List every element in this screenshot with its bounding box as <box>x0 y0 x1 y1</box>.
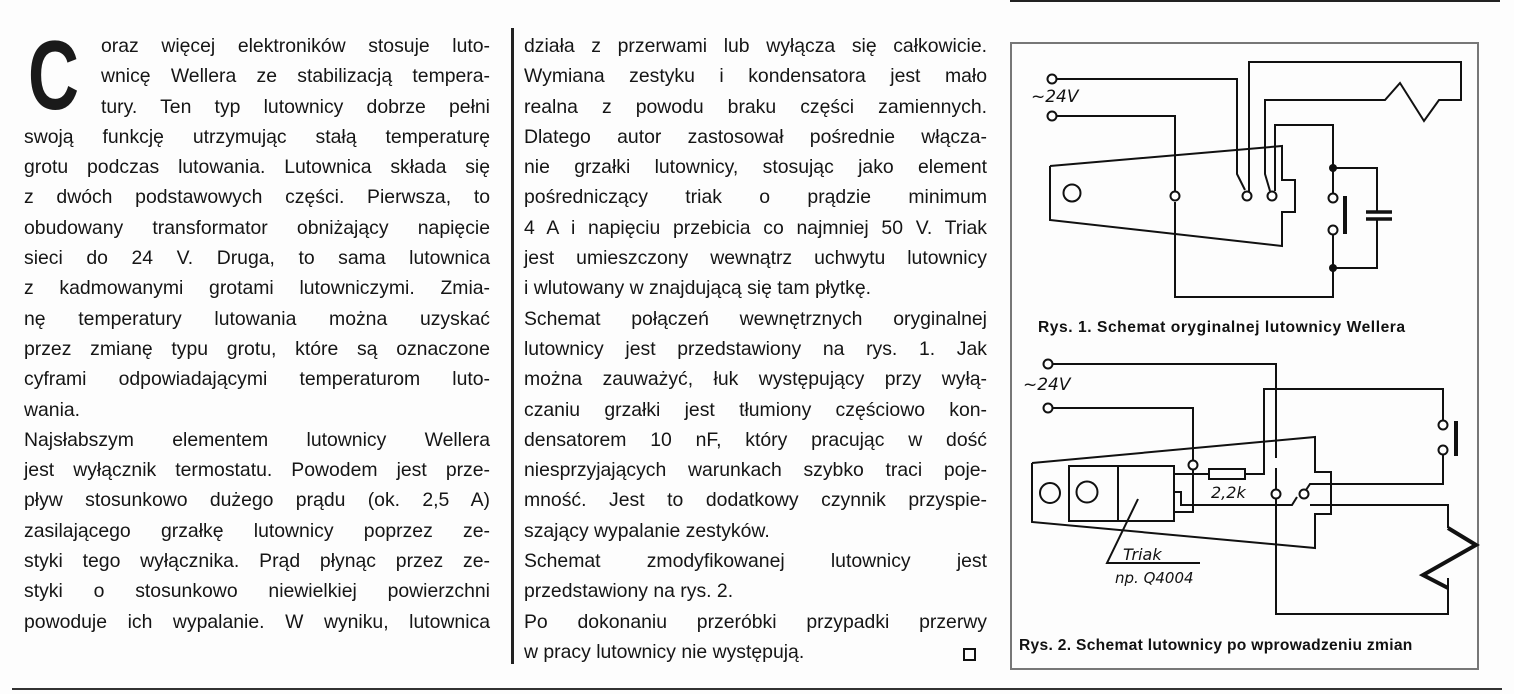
text-line: grotu podczas lutowania. Lutownica składa się <box>24 156 490 179</box>
text-line: swoją funkcję utrzymując stałą temperaturę <box>24 125 490 148</box>
text-line: jest umieszczony wewnątrz uchwytu lutownicy <box>524 247 987 270</box>
text-line: w pracy lutownicy nie występują. <box>524 640 805 663</box>
text-line: cyframi odpowiadającymi temperaturom luto- <box>24 368 490 391</box>
column-divider <box>511 28 514 664</box>
text-line: realna z powodu braku części zamiennych. <box>524 95 987 118</box>
text-line: z dwóch podstawowych części. Pierwsza, to <box>24 186 490 209</box>
text-line: densatorem 10 nF, który pracując w dość <box>524 428 987 451</box>
text-line: działa z przerwami lub wyłącza się całkowicie. <box>524 35 987 57</box>
drop-cap: C <box>28 20 79 130</box>
text-line: sieci do 24 V. Druga, to sama lutownica <box>24 247 490 270</box>
text-line: niesprzyjających warunkach szybko traci poje- <box>524 459 987 482</box>
text-line: Po dokonaniu przeróbki przypadki przerwy <box>524 610 987 633</box>
figure-frame <box>1010 42 1479 670</box>
text-line: z kadmowanymi grotami lutowniczymi. Zmia- <box>24 277 490 300</box>
intro-paragraph-block <box>24 20 490 130</box>
text-line: Najsłabszym elementem lutownicy Wellera <box>24 428 490 451</box>
text-line: i wlutowany w znajdującą się tam płytkę. <box>524 277 872 300</box>
triac-label: Triak <box>1123 545 1162 564</box>
text-line: przedstawiony na rys. 2. <box>524 580 734 603</box>
text-line: pośredniczący triak o prądzie minimum <box>524 186 987 209</box>
text-line: tury. Ten typ lutownicy dobrze pełni <box>101 95 490 118</box>
text-line: zasilającego grzałkę lutownicy poprzez ze- <box>24 519 490 542</box>
end-of-article-square-icon <box>963 648 976 661</box>
resistor-value-label: 2,2k <box>1211 483 1246 502</box>
text-line: szający wypalanie zestyków. <box>524 519 770 542</box>
figure-2-caption: Rys. 2. Schemat lutownicy po wprowadzeniu zmian <box>1019 637 1413 654</box>
text-line: oraz więcej elektroników stosuje luto- <box>101 35 490 57</box>
text-line: wnicę Wellera ze stabilizacją tempera- <box>101 65 490 88</box>
text-line: czaniu grzałki jest tłumiony częściowo kon- <box>524 398 987 421</box>
text-line: styki o stosunkowo niewielkiej powierzchni <box>24 580 490 603</box>
text-line: pływ stosunkowo dużego prądu (ok. 2,5 A) <box>24 489 490 512</box>
text-line: 4 A i napięciu przebicia co najmniej 50 V. Triak <box>524 216 987 239</box>
text-line: można zauważyć, łuk występujący przy wyłą- <box>524 368 987 391</box>
triac-part-label: np. Q4004 <box>1115 569 1194 587</box>
text-line: wania. <box>24 398 81 421</box>
text-line: lutownicy jest przedstawiony na rys. 1. Jak <box>524 337 987 360</box>
text-line: nie grzałki lutownicy, stosując jako element <box>524 156 987 179</box>
text-line: obudowany transformator obniżający napięcie <box>24 216 490 239</box>
text-line: Schemat połączeń wewnętrznych oryginalnej <box>524 307 987 330</box>
text-line: Schemat zmodyfikowanej lutownicy jest <box>524 550 987 573</box>
text-line: Wymiana zestyku i kondensatora jest mało <box>524 65 987 88</box>
text-line: powoduje ich wypalanie. W wyniku, lutownica <box>24 610 490 633</box>
supply-voltage-label: ~24V <box>1031 87 1079 107</box>
article-column-left <box>24 20 490 637</box>
supply-voltage-label: ~24V <box>1023 375 1071 395</box>
text-line: jest wyłącznik termostatu. Powodem jest prze- <box>24 459 490 482</box>
text-line: styki tego wyłącznika. Prąd płynąc przez ze- <box>24 550 490 573</box>
text-line: nę temperatury lutowania można uzyskać <box>24 307 490 330</box>
figure-1-caption: Rys. 1. Schemat oryginalnej lutownicy Wellera <box>1038 319 1406 336</box>
top-rule <box>1010 0 1500 2</box>
text-line: przez zmianę typu grotu, które są oznaczone <box>24 337 490 360</box>
bottom-rule <box>12 688 1502 690</box>
text-line: mność. Jest to dodatkowy czynnik przyspie- <box>524 489 987 512</box>
article-column-middle <box>524 31 987 667</box>
text-line: Dlatego autor zastosował pośrednie włącza- <box>524 125 987 148</box>
